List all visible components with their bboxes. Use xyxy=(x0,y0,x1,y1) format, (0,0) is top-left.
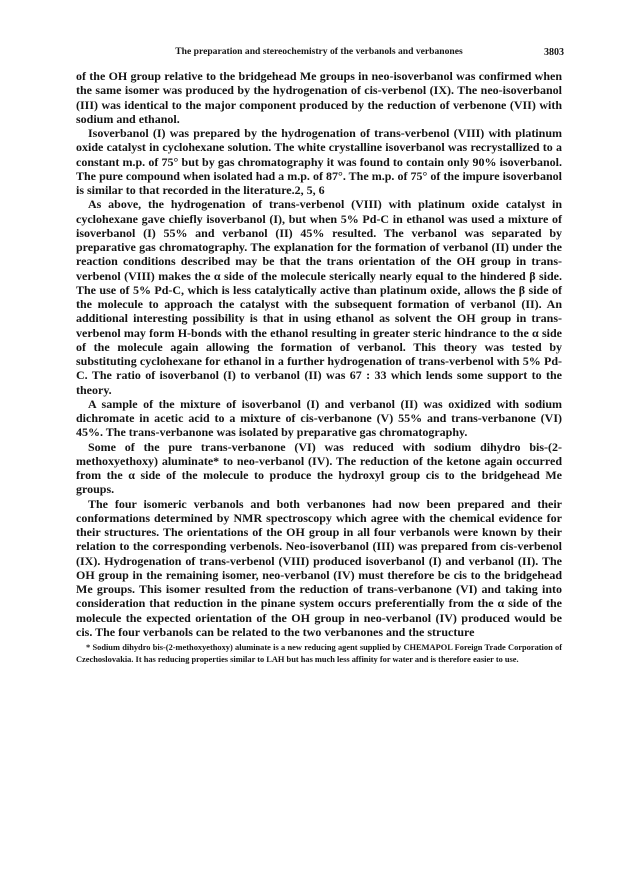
paragraph-reduction: Some of the pure trans-verbanone (VI) was reduced with sodium dihydro bis-(2-methoxyethoxy) aluminate* to neo-verbanol (IV). The reduction of the ketone again occurred from the α side of the molecule to produce the hydroxyl group cis to the bridgehead Me groups. xyxy=(76,439,562,497)
footnote-text: * Sodium dihydro bis-(2-methoxyethoxy) aluminate is a new reducing agent supplied by CHEMAPOL Foreign Trade Corporation of Czechoslovakia. It has reducing properties similar to LAH but has much less affinity for water and is therefore easier to use. xyxy=(76,643,562,664)
paragraph-conformations: The four isomeric verbanols and both verbanones had now been prepared and their conformations determined by NMR spectroscopy which agree with the chemical evidence for their structures. The orientations of the OH group in all four verbanols were known by their relation to the corresponding verbenols. Neo-isoverbanol (III) was prepared from cis-verbenol (IX). Hydrogenation of trans-verbenol (VIII) produced isoverbanol (I) and verbanol (II). The OH group in the remaining isomer, neo-verbanol (IV) must therefore be cis to the bridgehead Me groups. This isomer resulted from the reduction of trans-verbanone (VI) and taking into consideration that reduction in the pinane system occurs preferentially from the α side of the molecule the expected orientation of the OH group in neo-verbanol (IV) produced would be cis. The four verbanols can be related to the two verbanones and the structure xyxy=(76,496,562,639)
running-title: The preparation and stereochemistry of the verbanols and verbanones xyxy=(175,46,463,57)
article-body xyxy=(76,69,562,639)
paragraph-hydrogenation: As above, the hydrogenation of trans-verbenol (VIII) with platinum oxide catalyst in cyclohexane gave chiefly isoverbanol (I), but when 5% Pd-C in ethanol was used a mixture of isoverbanol (I) 55% and verbanol (II) 45% resulted. The verbanol was separated by preparative gas chromatography. The explanation for the formation of verbanol (II) under the reaction conditions described may be that the trans orientation of the OH group in trans-verbenol (VIII) makes the α side of the molecule sterically nearly equal to the hindered β side. The use of 5% Pd-C, which is less catalytically active than platinum oxide, allows the β side of the molecule to approach the catalyst with the subsequent formation of verbanol (II). An additional interesting possibility is that in using ethanol as solvent the OH group in trans-verbenol may form H-bonds with the ethanol resulting in greater steric hindrance to the α side of the molecule again allowing the formation of verbanol. This theory was tested by substituting cyclohexane for ethanol in a further hydrogenation of trans-verbenol with 5% Pd-C. The ratio of isoverbanol (I) to verbanol (II) was 67 : 33 which lends some support to the theory. xyxy=(76,197,562,397)
running-header xyxy=(76,44,562,62)
journal-page xyxy=(76,44,562,665)
paragraph-isoverbanol-preparation: Isoverbanol (I) was prepared by the hydrogenation of trans-verbenol (VIII) with platinum oxide catalyst in cyclohexane solution. The white crystalline isoverbanol was recrystallized to a constant m.p. of 75° but by gas chromatography it was found to contain only 90% isoverbanol. The pure compound when isolated had a m.p. of 87°. The m.p. of 75° of the impure isoverbanol is similar to that recorded in the literature.2, 5, 6 xyxy=(76,126,562,197)
page-number: 3803 xyxy=(544,47,564,58)
paragraph-oxidation: A sample of the mixture of isoverbanol (I) and verbanol (II) was oxidized with sodium dichromate in acetic acid to a mixture of cis-verbanone (V) 55% and trans-verbanone (VI) 45%. The trans-verbanone was isolated by preparative gas chromatography. xyxy=(76,396,562,440)
footnote xyxy=(76,642,562,665)
paragraph-continuation: of the OH group relative to the bridgehead Me groups in neo-isoverbanol was confirmed when the same isomer was produced by the hydrogenation of cis-verbenol (IX). The neo-isoverbanol (III) was identical to the major component produced by the reduction of verbenone (VII) with sodium and ethanol. xyxy=(76,69,562,126)
